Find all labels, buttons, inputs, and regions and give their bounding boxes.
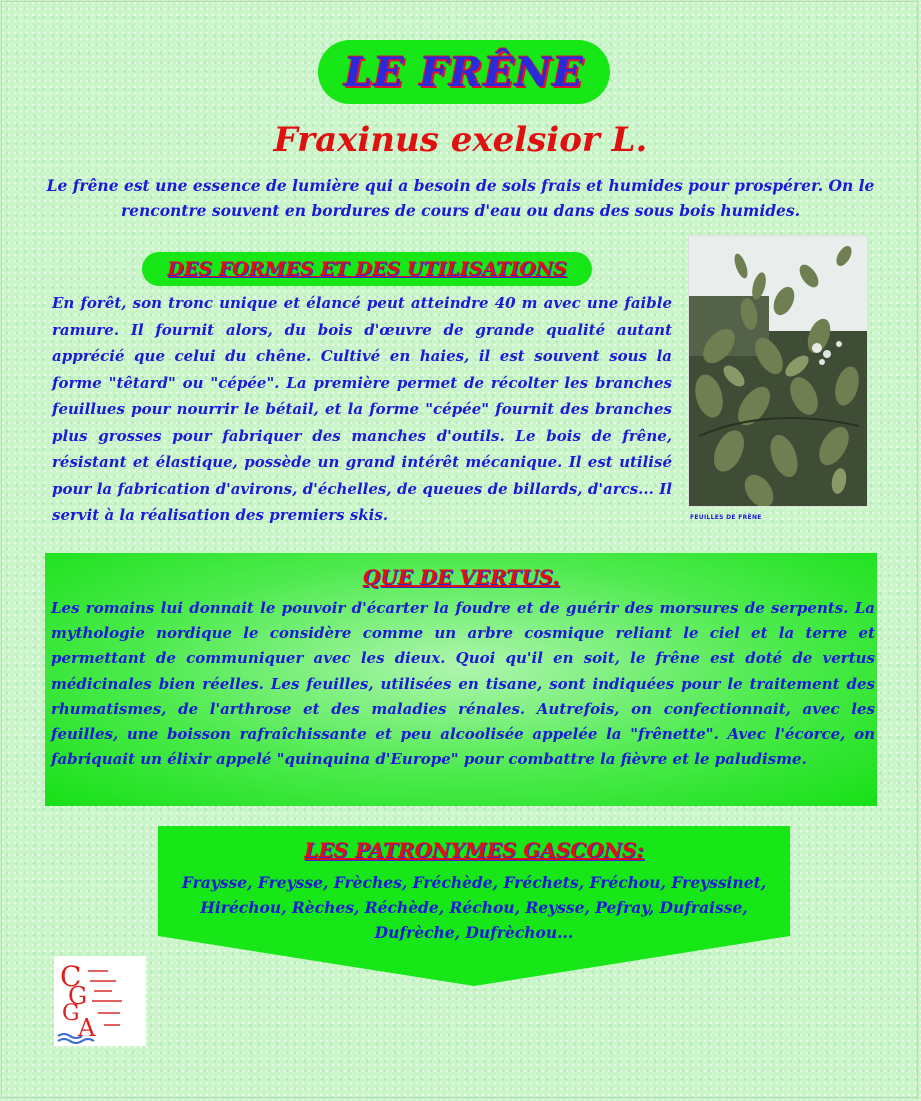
title-banner: [318, 40, 610, 104]
forms-section-banner: [142, 252, 592, 286]
svg-text:G: G: [62, 1001, 80, 1026]
intro-paragraph: Le frêne est une essence de lumière qui a besoin de sols frais et humides pour prospérer. On le rencontre souvent en bordures de cours d'eau ou dans des sous bois humides.: [46, 176, 875, 220]
vertus-section-title: QUE DE VERTUS.: [362, 565, 560, 589]
photo-caption: FEUILLES DE FRÊNE: [690, 514, 762, 521]
svg-text:G: G: [68, 982, 88, 1010]
forms-section-text: En forêt, son tronc unique et élancé peut atteindre 40 m avec une faible ramure. Il fournit alors, du bois d'œuvre de grande qualité autant apprécié que celui du chêne. Cultivé en haies, il est souvent sous la forme "têtard" ou "cépée". La première permet de récolter les branches feuillues pour nourrir le bétail, et la forme "cépée" fournit des branches plus grosses pour fabriquer des manches d'outils. Le bois de frêne, résistant et élastique, possède un grand intérêt mécanique. Il est utilisé pour la fabrication d'avirons, d'échelles, de queues de billards, d'arcs... Il servit à la réalisation des premiers skis.: [52, 294, 672, 524]
page-title: LE FRÊNE: [344, 48, 584, 96]
patronymes-section: [158, 826, 790, 988]
svg-text:A: A: [78, 1014, 96, 1042]
latin-name: Fraxinus exelsior L.: [273, 120, 648, 160]
vertus-section-text: Les romains lui donnait le pouvoir d'écarter la foudre et de guérir des morsures de serpents. La mythologie nordique le considère comme un arbre cosmique reliant le ciel et la terre et permettant de communiquer avec les dieux. Quoi qu'il en soit, le frêne est doté de vertus médicinales bien réelles. Les feuilles, utilisées en tisane, sont indiquées pour le traitement des rhumatismes, de l'arthrose et des maladies rénales. Autrefois, on confectionnait, avec les feuilles, une boisson rafraîchissante et peu alcoolisée appelée la "frênette". Avec l'écorce, on fabriquait un élixir appelé "quinquina d'Europe" pour combattre la fièvre et le paludisme.: [51, 599, 875, 769]
forms-section-title: DES FORMES ET DES UTILISATIONS: [167, 258, 567, 280]
svg-text:C: C: [60, 960, 82, 993]
CGGA-logo-icon: [54, 956, 146, 1046]
logo: [54, 956, 146, 1046]
patronymes-list: Fraysse, Freysse, Frèches, Fréchède, Fréchets, Fréchou, Freyssinet, Hiréchou, Rèches, Réchède, Réchou, Reysse, Pefray, Dufraisse, Dufrèche, Dufrèchou...: [181, 873, 767, 942]
ash-leaves-icon: [689, 236, 867, 506]
patronymes-section-title: LES PATRONYMES GASCONS:: [304, 838, 644, 862]
vertus-section: [45, 553, 877, 806]
ash-leaves-photo: [688, 235, 868, 507]
